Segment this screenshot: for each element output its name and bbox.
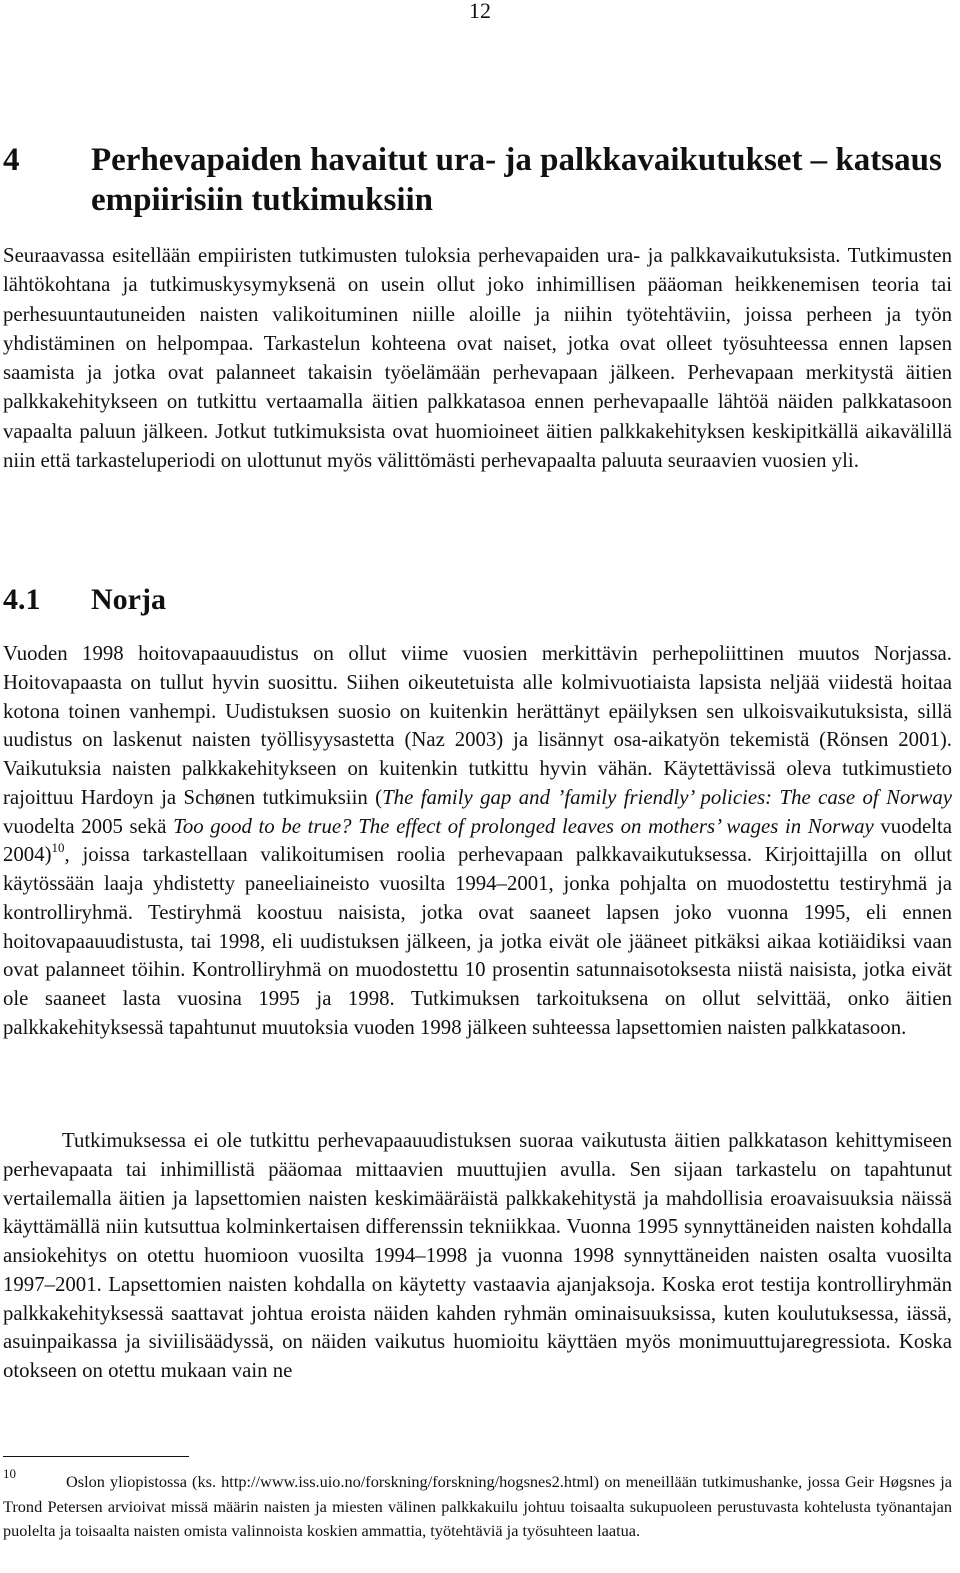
footnote-divider xyxy=(3,1456,189,1457)
study-title-1: The family gap and ’family friendly’ policies: The case of Norway xyxy=(382,785,953,809)
chapter-title: Perhevapaiden havaitut ura- ja palkkavaikutukset – katsaus empiirisiin tutkimuksiin xyxy=(91,142,942,218)
study-title-2: Too good to be true? The effect of prolonged leaves on mothers’ wages in Norway xyxy=(173,814,874,838)
footnote-reference[interactable]: 10 xyxy=(51,840,65,856)
intro-paragraph: Seuraavassa esitellään empiiristen tutkimusten tuloksia perhevapaiden ura- ja palkkavaikutuksista. Tutkimusten lähtökohtana ja tutkimuskysymyksenä on usein ollut joko inhimillisen pääoman heikkenemisen teoria tai perhesuuntautuneiden naisten valikoituminen niille aloille ja niihin työtehtäviin, joissa perheen ja työn yhdistäminen on helpompaa. Tarkastelun kohteena ovat naiset, jotka ovat olleet työsuhteessa ennen lapsen saamista ja jotka ovat palanneet takaisin työelämään perhevapaan jälkeen. Perhevapaan merkitystä äitien palkkakehitykseen on tutkittu vertaamalla äitien palkkatasoa ennen perhevapaalle lähtöä näiden palkkatasoon vapaalta paluun jälkeen. Jotkut tutkimuksista ovat huomioineet äitien palkkakehityksen keskipitkällä aikavälillä niin että tarkasteluperiodi on ulottunut myös välittömästi perhevapaalta paluuta seuraavien vuosien yli. xyxy=(3,244,952,473)
section-heading xyxy=(3,581,166,619)
section-number: 4.1 xyxy=(3,583,41,616)
section-title: Norja xyxy=(91,583,166,616)
section-paragraph-1 xyxy=(3,640,952,1043)
paragraph-text: vuodelta 2005 sekä xyxy=(3,814,174,838)
paragraph-text: Tutkimuksessa ei ole tutkittu perhevapaauudistuksen suoraa vaikutusta äitien palkkatason kehittymiseen perhevapaata tai inhimillistä pääomaa mittaavien muuttujien avulla. Sen sijaan tarkastelu on tapahtunut vertailemalla äitien ja lapsettomien naisten keskimääräistä palkkakehitystä ja mahdollisia eroavaisuuksia näissä käyttämällä niin kutsuttua kolminkertaisen differenssin tekniikkaa. Vuonna 1995 synnyttäneiden naisten kohdalla ansiokehitys on otettu huomioon vuosilta 1994–1998 ja vuonna 1998 synnyttäneiden naisten osalta vuosilta 1997–2001. Lapsettomien naisten kohdalla on käytetty vastaavia ajanjaksoja. Koska erot testija kontrolliryhmän palkkakehityksessä saattavat johtua eroista näiden kahden ryhmän ominaisuuksissa, kuten koulutuksessa, iässä, asuinpaikassa ja siviilisäädyssä, on näiden vaikutus huomioitu käyttäen myös monimuuttujaregressiota. Koska otokseen on otettu mukaan vain ne xyxy=(3,1129,952,1382)
footnote-text: Oslon yliopistossa (ks. http://www.iss.uio.no/forskning/forskning/hogsnes2.html) on meneillään tutkimushanke, jossa Geir Høgsnes ja Trond Petersen arvioivat missä määrin naisten ja miesten välinen palkkakuilu johtuu toisaalta sukupuoleen perustuvasta kohtelusta työnantajan puolelta ja toisaalta naisten omista valinnoista koskien ammattia, työtehtäviä ja työsuhteen laatua. xyxy=(3,1472,952,1541)
page-number: 12 xyxy=(469,0,491,23)
footnote xyxy=(3,1466,952,1544)
section-paragraph-2 xyxy=(3,1127,952,1386)
footnote-mark: 10 xyxy=(3,1466,16,1481)
paragraph-text: , joissa tarkastellaan valikoitumisen roolia perhevapaan palkkavaikutuksessa. Kirjoittajilla on ollut käytössään laaja yhdistetty paneeliaineisto vuosilta 1994–2001, jonka pohjalta on muodostettu testiryhmä ja kontrolliryhmä. Testiryhmä koostuu naisista, jotka ovat saaneet lapsen joko vuonna 1995, eli ennen hoitovapaauudistusta, tai 1998, eli uudistuksen jälkeen, ja jotka eivät ole jääneet pitkäksi aikaa kotiäidiksi vaan ovat palanneet töihin. Kontrolliryhmä on muodostettu 10 prosentin satunnaisotoksesta niistä naisista, jotka eivät ole saaneet lasta vuosina 1995 ja 1998. Tutkimuksen tarkoituksena on ollut selvittää, onko äitien palkkakehityksessä tapahtunut muutoksia vuoden 1998 jälkeen suhteessa lapsettomien naisten palkkatasoon. xyxy=(3,843,952,1039)
paragraph-text: Vuoden 1998 hoitovapaauudistus on ollut viime vuosien merkittävin perhepoliittinen muutos Norjassa. Hoitovapaasta on tullut hyvin suosittu. Siihen oikeutetuista alle kolmivuotiaista lapsista neljää viidestä hoitaa kotona toinen vanhempi. Uudistuksen suosio on kuitenkin herättänyt epäilyksen sen ulkoisvaikutuksista, sillä uudistus on laskenut naisten työllisyysastetta (Naz 2003) ja lisännyt osa-aikatyön tekemistä (Rönsen 2001). Vaikutuksia naisten palkkakehitykseen on kuitenkin tutkittu hyvin vähän. Käytettävissä oleva tutkimustieto rajoittuu Hardoyn ja Schønen tutkimuksiin ( xyxy=(3,642,952,809)
paragraph-text: vuodelta 2004) xyxy=(3,814,952,867)
chapter-heading xyxy=(3,140,943,220)
chapter-number: 4 xyxy=(3,142,20,178)
